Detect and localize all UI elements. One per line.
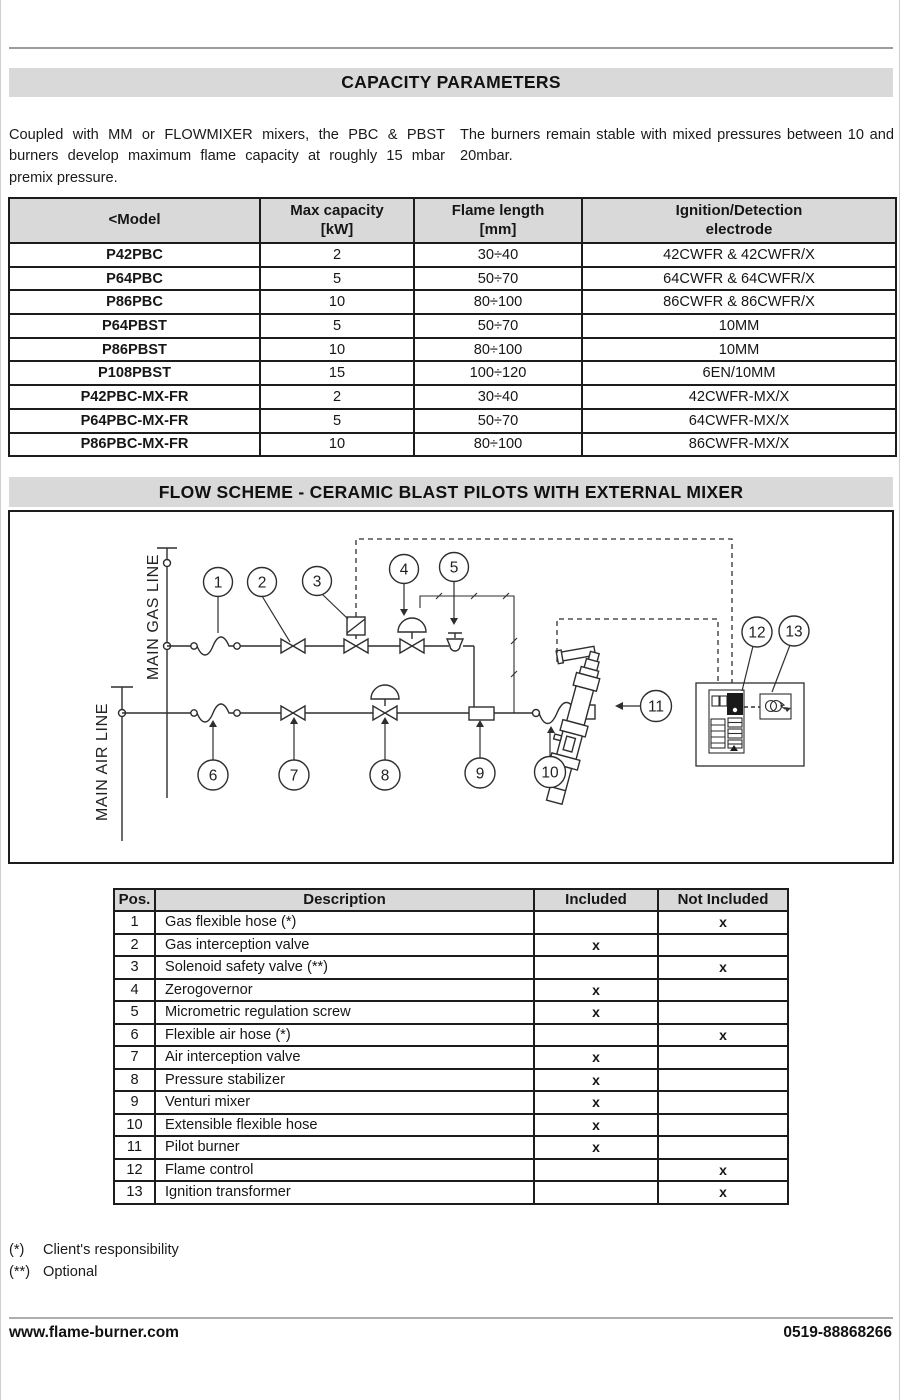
callout-leaders bbox=[209, 581, 790, 760]
table-row: P42PBC 2 30÷40 42CWFR & 42CWFR/X bbox=[9, 243, 896, 267]
micrometric-screw-symbol bbox=[447, 633, 463, 651]
table-row: 10 Extensible flexible hose x bbox=[114, 1114, 788, 1137]
table-row: 13 Ignition transformer x bbox=[114, 1181, 788, 1204]
table-row: 6 Flexible air hose (*) x bbox=[114, 1024, 788, 1047]
air-flexible-hose-symbol bbox=[191, 704, 240, 722]
pressure-stabilizer-symbol bbox=[371, 685, 399, 720]
footnote-client-responsibility: (*) Client's responsibility bbox=[9, 1242, 179, 1258]
intro-paragraph-left: Coupled with MM or FLOWMIXER mixers, the PBC & PBST burners develop maximum flame capacity at roughly 15 mbar premix pressure. bbox=[9, 126, 445, 186]
col-header-model: <Model bbox=[9, 198, 260, 243]
footer-phone: 0519-88868266 bbox=[783, 1324, 892, 1341]
col-header-description: Description bbox=[155, 889, 534, 911]
cell-model: P86PBC-MX-FR bbox=[9, 433, 260, 457]
callout-1: 1 bbox=[213, 574, 223, 592]
table-row: 1 Gas flexible hose (*) x bbox=[114, 911, 788, 934]
air-interception-valve-symbol bbox=[281, 706, 305, 720]
table-row: 9 Venturi mixer x bbox=[114, 1091, 788, 1114]
table-row: P86PBST 10 80÷100 10MM bbox=[9, 338, 896, 362]
callout-12: 12 bbox=[748, 624, 766, 642]
cell-model: P86PBC bbox=[9, 290, 260, 314]
zerogovernor-symbol bbox=[398, 618, 426, 653]
cell-model: P42PBC bbox=[9, 243, 260, 267]
parts-table bbox=[113, 888, 789, 1205]
table-row: 2 Gas interception valve x bbox=[114, 934, 788, 957]
footer-rule bbox=[9, 1317, 893, 1319]
capacity-table bbox=[8, 197, 897, 457]
table-row: 12 Flame control x bbox=[114, 1159, 788, 1182]
control-box bbox=[696, 683, 804, 766]
table-row: P86PBC-MX-FR 10 80÷100 86CWFR-MX/X bbox=[9, 433, 896, 457]
section-title-flow-scheme: FLOW SCHEME - CERAMIC BLAST PILOTS WITH EXTERNAL MIXER bbox=[9, 477, 893, 507]
callout-2: 2 bbox=[257, 574, 267, 592]
callout-13: 13 bbox=[785, 623, 803, 641]
cell-model: P86PBST bbox=[9, 338, 260, 362]
cell-model: P64PBC bbox=[9, 267, 260, 291]
callout-10: 10 bbox=[541, 764, 559, 782]
col-header-pos: Pos. bbox=[114, 889, 155, 911]
table-row: 4 Zerogovernor x bbox=[114, 979, 788, 1002]
intro-paragraph-right: The burners remain stable with mixed pressures between 10 and 20mbar. bbox=[460, 126, 894, 165]
air-supply-line bbox=[111, 687, 133, 841]
table-row: 11 Pilot burner x bbox=[114, 1136, 788, 1159]
callout-8: 8 bbox=[380, 767, 390, 785]
solenoid-safety-valve-symbol bbox=[344, 617, 368, 653]
main-air-line-label: MAIN AIR LINE bbox=[94, 702, 111, 822]
table-row: 7 Air interception valve x bbox=[114, 1046, 788, 1069]
gas-interception-valve-symbol bbox=[281, 639, 305, 653]
top-rule bbox=[9, 47, 893, 49]
col-header-included: Included bbox=[534, 889, 658, 911]
table-row: P42PBC-MX-FR 2 30÷40 42CWFR-MX/X bbox=[9, 385, 896, 409]
callout-5: 5 bbox=[449, 559, 459, 577]
cell-model: P64PBC-MX-FR bbox=[9, 409, 260, 433]
capacity-table-header-row bbox=[9, 198, 896, 243]
callout-11: 11 bbox=[647, 698, 665, 716]
impulse-line bbox=[420, 593, 517, 713]
gas-flexible-hose-symbol bbox=[191, 637, 240, 655]
footnote-optional: (**) Optional bbox=[9, 1263, 98, 1280]
callout-9: 9 bbox=[475, 765, 485, 783]
col-header-flame-length: Flame length [mm] bbox=[414, 198, 582, 243]
col-header-not-included: Not Included bbox=[658, 889, 788, 911]
table-row: P64PBC-MX-FR 5 50÷70 64CWFR-MX/X bbox=[9, 409, 896, 433]
parts-table-header-row bbox=[114, 889, 788, 911]
flow-scheme-svg bbox=[10, 512, 892, 862]
cell-model: P42PBC-MX-FR bbox=[9, 385, 260, 409]
flow-scheme-diagram bbox=[8, 510, 894, 864]
flame-control-panel bbox=[709, 690, 744, 753]
ignition-transformer-symbol bbox=[760, 694, 791, 719]
table-row: P64PBC 5 50÷70 64CWFR & 64CWFR/X bbox=[9, 267, 896, 291]
table-row: 8 Pressure stabilizer x bbox=[114, 1069, 788, 1092]
table-row: P108PBST 15 100÷120 6EN/10MM bbox=[9, 361, 896, 385]
table-row: 3 Solenoid safety valve (**) x bbox=[114, 956, 788, 979]
footnotes bbox=[9, 1240, 179, 1283]
venturi-mixer-symbol bbox=[469, 707, 494, 720]
gas-pipe bbox=[167, 646, 474, 707]
footer-website: www.flame-burner.com bbox=[9, 1324, 179, 1341]
table-row: 5 Micrometric regulation screw x bbox=[114, 1001, 788, 1024]
main-gas-line-label: MAIN GAS LINE bbox=[145, 553, 162, 681]
callout-7: 7 bbox=[289, 767, 299, 785]
col-header-max-capacity: Max capacity [kW] bbox=[260, 198, 414, 243]
table-row: P86PBC 10 80÷100 86CWFR & 86CWFR/X bbox=[9, 290, 896, 314]
cell-model: P64PBST bbox=[9, 314, 260, 338]
callout-3: 3 bbox=[312, 573, 322, 591]
table-row: P64PBST 5 50÷70 10MM bbox=[9, 314, 896, 338]
callout-4: 4 bbox=[399, 561, 409, 579]
col-header-electrode: Ignition/Detection electrode bbox=[582, 198, 896, 243]
section-title-capacity: CAPACITY PARAMETERS bbox=[9, 68, 893, 97]
callout-6: 6 bbox=[208, 767, 218, 785]
cell-model: P108PBST bbox=[9, 361, 260, 385]
